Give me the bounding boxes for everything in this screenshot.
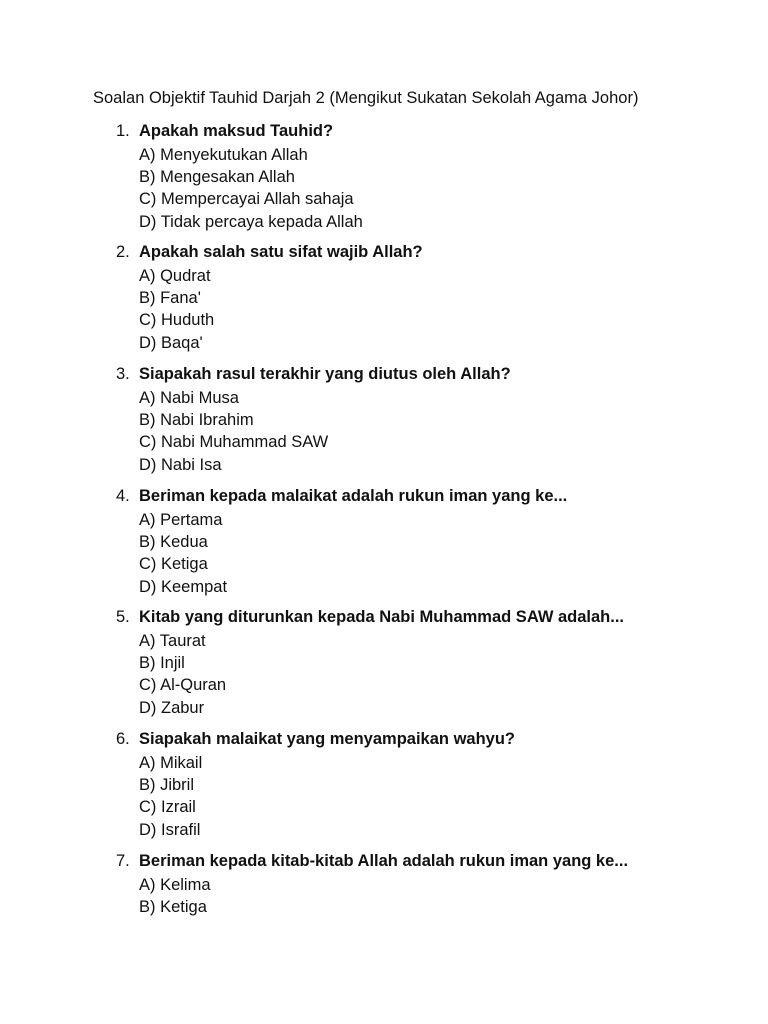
answer-option-c: C) Nabi Muhammad SAW: [139, 433, 329, 452]
question-text: Siapakah rasul terakhir yang diutus oleh Allah?: [139, 365, 511, 383]
question-text: Apakah salah satu sifat wajib Allah?: [139, 243, 423, 261]
answer-option-a: A) Kelima: [139, 875, 211, 894]
answer-option-a: A) Menyekutukan Allah: [139, 145, 308, 164]
question-number: 6.: [116, 730, 130, 748]
question-number: 1.: [116, 122, 130, 140]
answer-option-d: D) Nabi Isa: [139, 455, 222, 474]
answer-option-b: B) Kedua: [139, 532, 208, 551]
answer-option-b: B) Jibril: [139, 775, 195, 794]
answer-option-b: B) Nabi Ibrahim: [139, 410, 254, 429]
question-text: Beriman kepada kitab-kitab Allah adalah rukun iman yang ke...: [139, 852, 629, 870]
answer-options: [139, 630, 226, 720]
answer-options: [139, 752, 202, 842]
answer-options: [139, 265, 214, 355]
answer-option-d: D) Israfil: [139, 820, 201, 839]
answer-options: [139, 387, 328, 477]
question-number: 5.: [116, 608, 130, 626]
answer-option-d: D) Baqa': [139, 333, 203, 352]
answer-option-c: C) Huduth: [139, 311, 215, 330]
answer-option-a: A) Nabi Musa: [139, 388, 239, 407]
question-text: Apakah maksud Tauhid?: [139, 122, 334, 140]
document-title: Soalan Objektif Tauhid Darjah 2 (Mengikut Sukatan Sekolah Agama Johor): [93, 89, 639, 107]
answer-options: [139, 874, 211, 919]
answer-option-c: C) Izrail: [139, 798, 196, 817]
question-number: 7.: [116, 852, 130, 870]
answer-option-d: D) Zabur: [139, 698, 205, 717]
answer-option-b: B) Fana': [139, 288, 201, 307]
answer-option-c: C) Ketiga: [139, 555, 208, 574]
answer-option-a: A) Pertama: [139, 510, 223, 529]
answer-option-a: A) Taurat: [139, 631, 206, 650]
answer-option-b: B) Ketiga: [139, 897, 207, 916]
answer-options: [139, 144, 363, 234]
question-text: Kitab yang diturunkan kepada Nabi Muhammad SAW adalah...: [139, 608, 625, 626]
answer-option-d: D) Keempat: [139, 577, 228, 596]
answer-option-b: B) Mengesakan Allah: [139, 167, 295, 186]
answer-option-a: A) Mikail: [139, 753, 203, 772]
answer-options: [139, 509, 227, 599]
question-number: 4.: [116, 487, 130, 505]
answer-option-c: C) Al-Quran: [139, 676, 227, 695]
question-number: 2.: [116, 243, 130, 261]
answer-option-d: D) Tidak percaya kepada Allah: [139, 212, 363, 231]
question-number: 3.: [116, 365, 130, 383]
answer-option-c: C) Mempercayai Allah sahaja: [139, 190, 354, 209]
question-text: Siapakah malaikat yang menyampaikan wahyu?: [139, 730, 515, 748]
answer-option-a: A) Qudrat: [139, 266, 211, 285]
question-text: Beriman kepada malaikat adalah rukun iman yang ke...: [139, 487, 568, 505]
answer-option-b: B) Injil: [139, 653, 185, 672]
